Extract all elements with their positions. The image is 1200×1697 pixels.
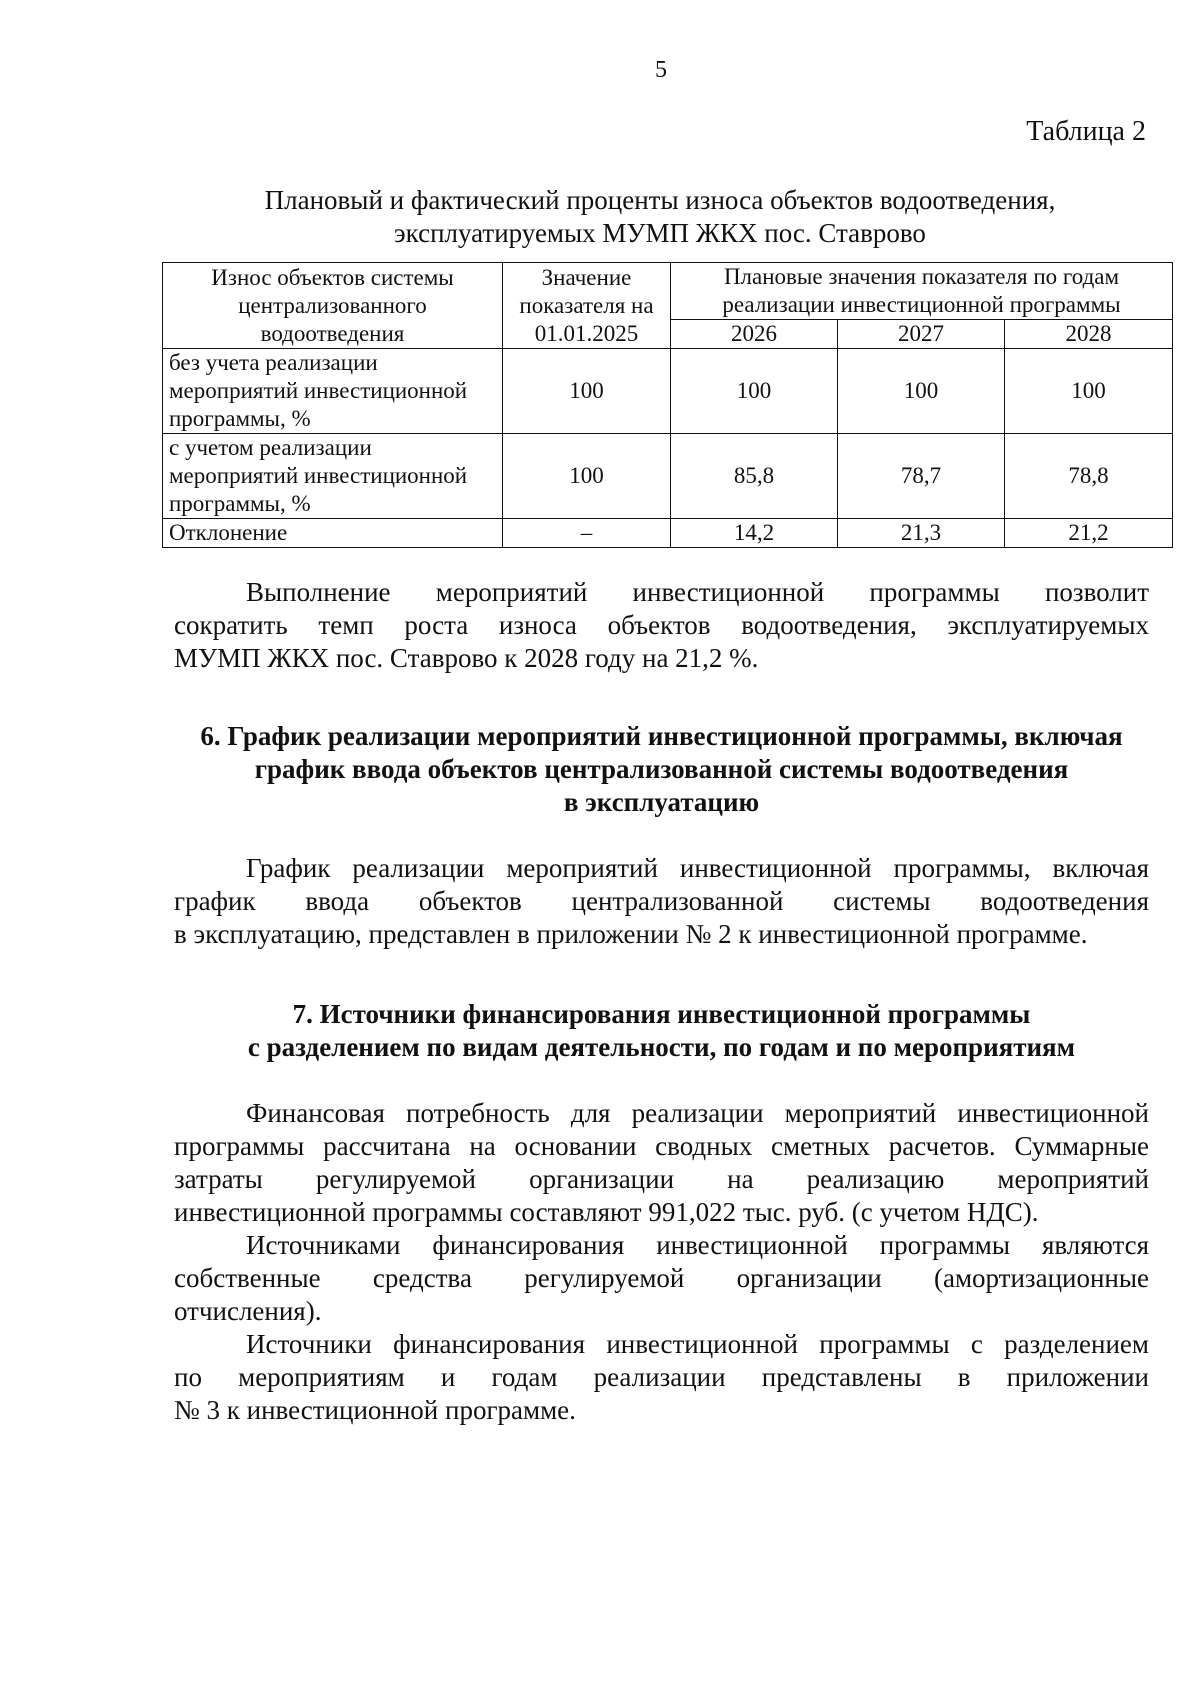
paragraph-line: Источники финансирования инвестиционной программы с разделением xyxy=(246,1329,1149,1359)
row-label: без учета реализации мероприятий инвестиционной программы, % xyxy=(163,349,503,434)
table-title xyxy=(120,184,1200,250)
paragraph-line: собственные средства регулируемой организации (амортизационные xyxy=(174,1263,1149,1293)
wear-table xyxy=(162,262,1173,548)
cell-value: 85,8 xyxy=(671,434,838,519)
paragraph-line: программы рассчитана на основании сводных сметных расчетов. Суммарные xyxy=(174,1131,1149,1161)
header-year: 2027 xyxy=(838,320,1005,349)
header-wear-objects: Износ объектов системы централизованного водоотведения xyxy=(163,263,503,349)
paragraph-line: Выполнение мероприятий инвестиционной программы позволит xyxy=(246,577,1149,607)
row-label: Отклонение xyxy=(163,519,503,548)
table-header-row xyxy=(163,263,1173,320)
table-row xyxy=(163,519,1173,548)
section-6-heading xyxy=(174,720,1149,819)
paragraph-line: по мероприятиям и годам реализации представлены в приложении xyxy=(174,1362,1149,1392)
paragraph-line: сократить темп роста износа объектов водоотведения, эксплуатируемых xyxy=(174,610,1149,640)
paragraph-line: № 3 к инвестиционной программе. xyxy=(174,1395,576,1425)
header-plan-values: Плановые значения показателя по годам реализации инвестиционной программы xyxy=(671,263,1173,320)
paragraph-line: Финансовая потребность для реализации мероприятий инвестиционной xyxy=(246,1098,1149,1128)
table-label: Таблица 2 xyxy=(1026,116,1146,147)
paragraph-wear-result xyxy=(174,576,1149,675)
cell-value: – xyxy=(503,519,671,548)
paragraph-line: Источниками финансирования инвестиционной программы являются xyxy=(246,1230,1149,1260)
cell-value: 78,8 xyxy=(1005,434,1173,519)
table-row xyxy=(163,349,1173,434)
heading-line: 6. График реализации мероприятий инвестиционной программы, включая xyxy=(200,721,1123,751)
section-7-paragraph-1 xyxy=(174,1097,1149,1229)
table-title-line: эксплуатируемых МУМП ЖКХ пос. Ставрово xyxy=(394,218,926,248)
heading-line: в эксплуатацию xyxy=(563,787,760,817)
cell-value: 78,7 xyxy=(838,434,1005,519)
section-6-text xyxy=(174,852,1149,951)
cell-value: 100 xyxy=(838,349,1005,434)
paragraph-line: затраты регулируемой организации на реализацию мероприятий xyxy=(174,1164,1149,1194)
page-number: 5 xyxy=(655,57,667,83)
heading-line: график ввода объектов централизованной системы водоотведения xyxy=(254,754,1069,784)
heading-line: 7. Источники финансирования инвестиционной программы xyxy=(292,999,1031,1029)
header-year: 2026 xyxy=(671,320,838,349)
table-row xyxy=(163,434,1173,519)
section-7-paragraph-2 xyxy=(174,1229,1149,1328)
row-label: с учетом реализации мероприятий инвестиционной программы, % xyxy=(163,434,503,519)
cell-value: 100 xyxy=(503,349,671,434)
table-title-line: Плановый и фактический проценты износа объектов водоотведения, xyxy=(264,185,1056,215)
header-year: 2028 xyxy=(1005,320,1173,349)
cell-value: 100 xyxy=(671,349,838,434)
paragraph-line: инвестиционной программы составляют 991,022 тыс. руб. (с учетом НДС). xyxy=(174,1197,1039,1227)
cell-value: 21,2 xyxy=(1005,519,1173,548)
cell-value: 21,3 xyxy=(838,519,1005,548)
cell-value: 100 xyxy=(503,434,671,519)
paragraph-line: отчисления). xyxy=(174,1296,322,1326)
section-7-heading xyxy=(174,998,1149,1064)
paragraph-line: МУМП ЖКХ пос. Ставрово к 2028 году на 21,2 %. xyxy=(174,643,759,673)
cell-value: 100 xyxy=(1005,349,1173,434)
paragraph-line: График реализации мероприятий инвестиционной программы, включая xyxy=(246,853,1149,883)
cell-value: 14,2 xyxy=(671,519,838,548)
header-current-value: Значение показателя на 01.01.2025 xyxy=(503,263,671,349)
paragraph-line: график ввода объектов централизованной системы водоотведения xyxy=(174,886,1149,916)
paragraph-line: в эксплуатацию, представлен в приложении № 2 к инвестиционной программе. xyxy=(174,919,1088,949)
section-7-paragraph-3 xyxy=(174,1328,1149,1427)
heading-line: с разделением по видам деятельности, по годам и по мероприятиям xyxy=(247,1032,1076,1062)
